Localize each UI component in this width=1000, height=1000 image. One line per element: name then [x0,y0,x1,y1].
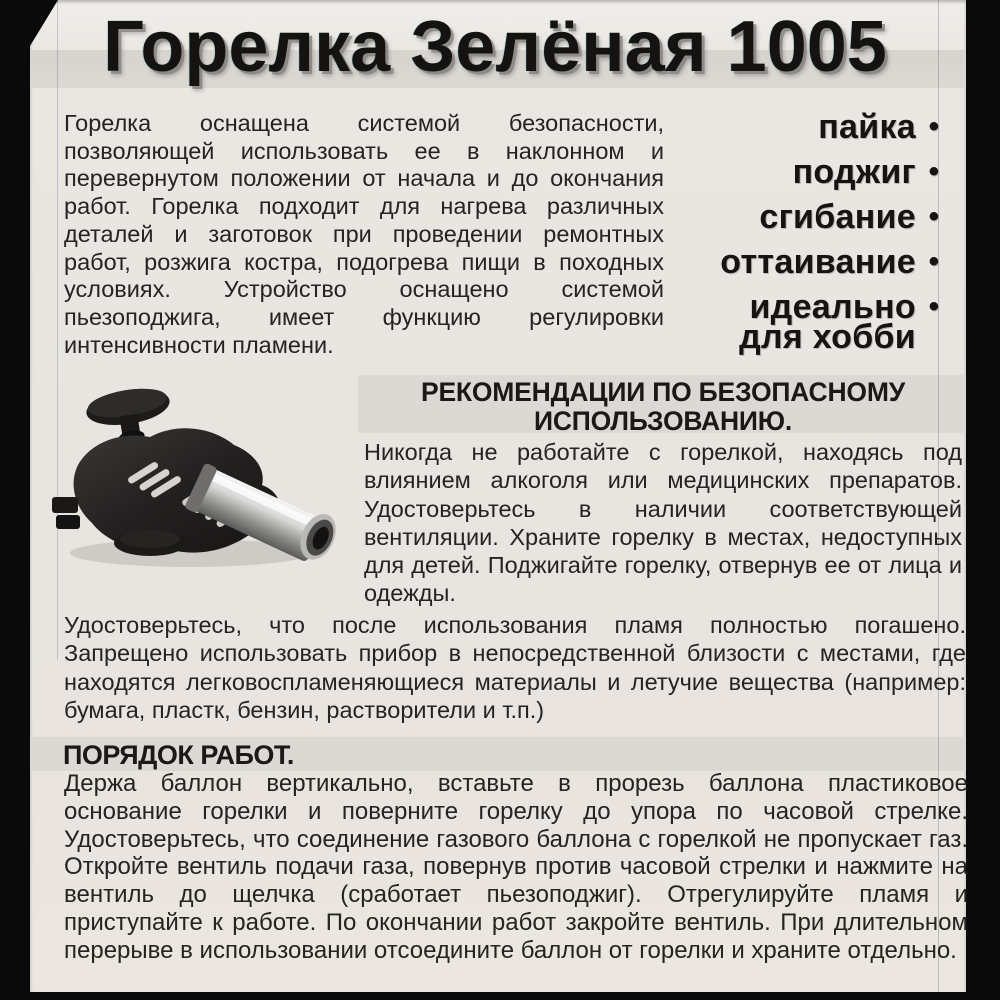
label-corner-cut [30,0,58,46]
safety-paragraph-full: Удостоверьтесь, что после использования пламя полностью погашено. Запрещено использовать прибор в непосредственной близости с местами, где находятся легковоспламеняющиеся материалы и летучие вещества (например: бумага, пластк, бензин, растворители и т.п.) [64,612,966,724]
feature-item [759,200,942,234]
feature-label: поджиг [792,153,916,191]
bullet-icon: • [928,245,940,278]
safety-section-heading: РЕКОМЕНДАЦИИ ПО БЕЗОПАСНОМУ ИСПОЛЬЗОВАНИЮ. [420,377,906,436]
procedure-section-heading: ПОРЯДОК РАБОТ. [63,740,294,770]
bullet-icon: • [928,290,940,323]
feature-label: для хобби [739,318,916,356]
bullet-icon: • [928,200,940,233]
safety-paragraph-column: Никогда не работайте с горелкой, находясь под влиянием алкоголя или медицинских препаратов. Удостоверьтесь в наличии соответствующей вентиляции. Храните горелку в местах, недоступных для детей. Поджигайте горелку, отвернув ее от лица и одежды. [364,439,962,607]
feature-list [652,110,942,365]
feature-item [818,110,942,144]
feature-item [739,320,942,354]
feature-item [720,245,942,279]
torch-photo [50,385,370,575]
procedure-paragraph: Держа баллон вертикально, вставьте в прорезь баллона пластиковое основание горелки и поверните горелку до упора по часовой стрелке. Удостоверьтесь, что соединение газового баллона с горелкой не пропускает газ. Откройте вентиль подачи газа, повернув против часовой стрелки и нажмите на вентиль до щелчка (сработает пьезоподжиг). Отрегулируйте пламя и приступайте к работе. По окончании работ закройте вентиль. При длительном перерыве в использовании отсоедините баллон от горелки и храните отдельно. [64,770,968,964]
feature-label: сгибание [759,198,916,236]
feature-label: пайка [818,108,916,146]
feature-label: оттаивание [720,243,916,281]
bullet-icon: • [928,110,940,143]
page-title: Горелка Зелёная 1005 [103,7,887,87]
intro-paragraph: Горелка оснащена системой безопасности, позволяющей использовать ее в наклонном и перевернутом положении от начала и до окончания работ. Горелка подходит для нагрева различных деталей и заготовок при проведении ремонтных работ, розжига костра, подогрева пищи в походных условиях. Устройство оснащено системой пьезоподжига, имеет функцию регулировки интенсивности пламени. [64,110,664,358]
feature-label: идеально [749,288,916,326]
bullet-icon: • [928,155,940,188]
product-label [30,0,966,992]
feature-item [793,155,942,189]
